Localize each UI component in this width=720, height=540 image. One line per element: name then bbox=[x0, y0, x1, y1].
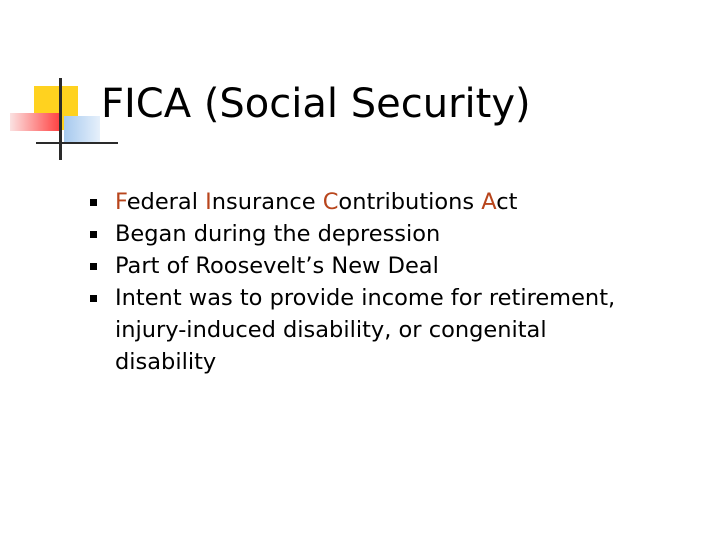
bullet-item bbox=[90, 282, 650, 378]
acronym-word-rest: nsurance bbox=[211, 189, 323, 215]
bullet-list bbox=[90, 186, 650, 378]
acronym-letter: I bbox=[205, 189, 212, 215]
square-bullet-icon bbox=[90, 295, 97, 302]
acronym-letter: A bbox=[481, 189, 497, 215]
square-bullet-icon bbox=[90, 199, 97, 206]
red-bar-decoration bbox=[10, 113, 62, 131]
bullet-item-acronym bbox=[90, 186, 650, 218]
vertical-line-decoration bbox=[59, 78, 62, 160]
acronym-text bbox=[115, 189, 518, 215]
horizontal-line-decoration bbox=[36, 142, 118, 144]
acronym-letter: C bbox=[322, 189, 339, 215]
bullet-text: Intent was to provide income for retirement, injury-induced disability, or congenital disability bbox=[115, 285, 616, 375]
acronym-word-rest: ct bbox=[496, 189, 518, 215]
acronym-letter: F bbox=[115, 189, 127, 215]
bullet-item bbox=[90, 250, 650, 282]
square-bullet-icon bbox=[90, 263, 97, 270]
blue-square-decoration bbox=[64, 116, 100, 144]
square-bullet-icon bbox=[90, 231, 97, 238]
acronym-word-rest: ontributions bbox=[338, 189, 482, 215]
bullet-item bbox=[90, 218, 650, 250]
bullet-text: Began during the depression bbox=[115, 221, 441, 247]
slide-title: FICA (Social Security) bbox=[101, 81, 531, 127]
acronym-word-rest: ederal bbox=[126, 189, 206, 215]
bullet-text: Part of Roosevelt’s New Deal bbox=[115, 253, 439, 279]
